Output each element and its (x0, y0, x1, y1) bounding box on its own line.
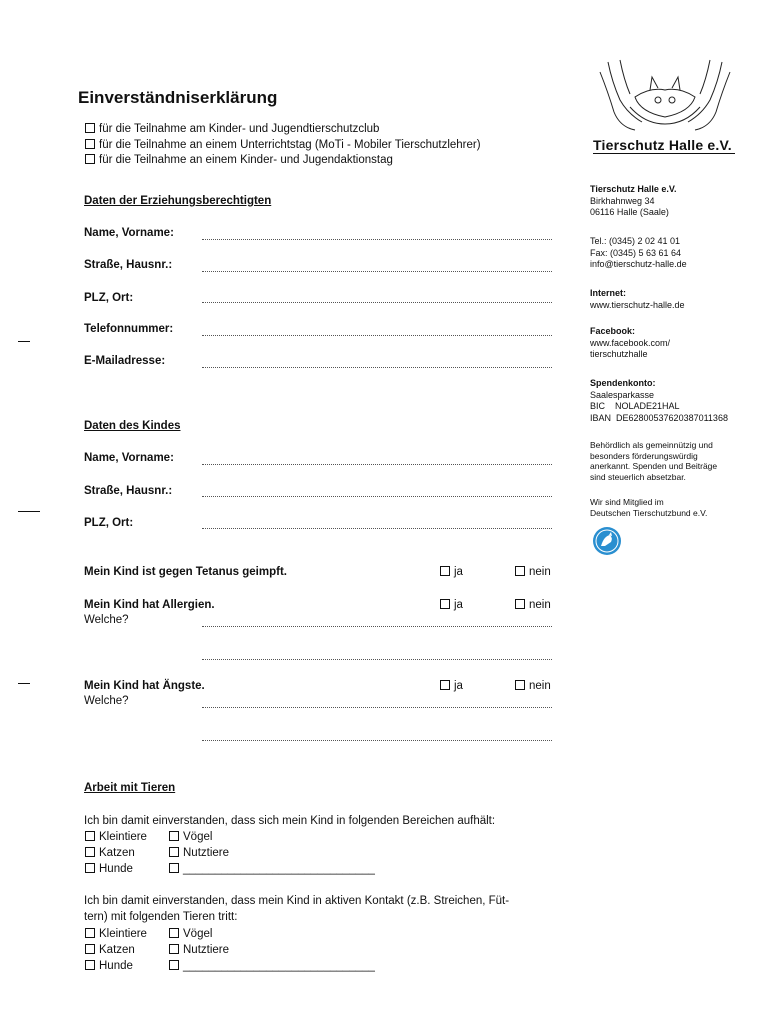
guardian-city-label: PLZ, Ort: (84, 292, 134, 304)
contact-other[interactable] (169, 958, 375, 974)
checkbox[interactable] (169, 831, 179, 841)
option-aktionstag[interactable] (85, 153, 481, 169)
checkbox[interactable] (85, 139, 95, 149)
areas-small-animals[interactable] (85, 829, 147, 845)
bank-iban: IBAN DE62800537620387011368 (590, 412, 728, 423)
areas-text: Ich bin damit einverstanden, dass sich mein Kind in folgenden Bereichen aufhält: (84, 815, 496, 827)
areas-col-1 (85, 829, 147, 877)
checkbox[interactable] (85, 944, 95, 954)
bank-name: Saalesparkasse (590, 389, 655, 400)
areas-other[interactable] (169, 861, 375, 877)
tetanus-yes[interactable] (440, 566, 463, 578)
guardian-street-label: Straße, Hausnr.: (84, 259, 173, 271)
option-moti[interactable] (85, 138, 481, 154)
checkbox[interactable] (515, 566, 525, 576)
facebook-label: Facebook: (590, 326, 636, 336)
allergies-which-label: Welche? (84, 614, 129, 626)
org-bank (590, 378, 728, 424)
membership-line: Wir sind Mitglied im (590, 497, 664, 507)
option-label: Hunde (99, 960, 133, 972)
bank-label: Spendenkonto: (590, 378, 656, 388)
org-contact (590, 236, 687, 271)
org-fax: Fax: (0345) 5 63 61 64 (590, 247, 682, 258)
allergies-field-2[interactable] (202, 659, 552, 660)
checkbox[interactable] (169, 847, 179, 857)
guardian-phone-field[interactable] (202, 335, 552, 336)
contact-dogs[interactable] (85, 958, 147, 974)
org-email: info@tierschutz-halle.de (590, 259, 687, 269)
option-label: Hunde (99, 863, 133, 875)
checkbox[interactable] (440, 599, 450, 609)
option-label: Nutztiere (183, 944, 230, 956)
facebook-url-2: tierschutzhalle (590, 349, 648, 359)
org-website: www.tierschutz-halle.de (590, 299, 685, 310)
option-label: für die Teilnahme am Kinder- und Jugendtierschutzclub (99, 123, 380, 135)
option-label: für die Teilnahme an einem Kinder- und Jugendaktionstag (99, 154, 393, 166)
org-name: Tierschutz Halle e.V. (590, 184, 677, 194)
option-label: Kleintiere (99, 928, 147, 940)
org-tax-note (590, 440, 717, 482)
membership-line: Deutschen Tierschutzbund e.V. (590, 507, 708, 518)
option-label: Nutztiere (183, 847, 230, 859)
option-label: Katzen (99, 847, 135, 859)
yes-label: ja (454, 680, 463, 692)
allergies-no[interactable] (515, 599, 551, 611)
areas-col-2 (169, 829, 375, 877)
areas-dogs[interactable] (85, 861, 147, 877)
tierschutzbund-badge-icon (592, 526, 622, 556)
checkbox[interactable] (169, 863, 179, 873)
organization-logo (590, 52, 740, 137)
fears-field-2[interactable] (202, 740, 552, 741)
other-field: ______________________________ (183, 863, 375, 875)
organization-logo-text: Tierschutz Halle e.V. (593, 137, 732, 153)
other-field: ______________________________ (183, 960, 375, 972)
guardian-city-field[interactable] (202, 302, 552, 303)
tetanus-no[interactable] (515, 566, 551, 578)
tetanus-question: Mein Kind ist gegen Tetanus geimpft. (84, 566, 287, 578)
option-club[interactable] (85, 122, 481, 138)
no-label: nein (529, 566, 551, 578)
no-label: nein (529, 680, 551, 692)
areas-farm-animals[interactable] (169, 845, 375, 861)
org-street: Birkhahnweg 34 (590, 195, 655, 206)
logo-underline (593, 153, 735, 154)
child-city-field[interactable] (202, 528, 552, 529)
guardian-phone-label: Telefonnummer: (84, 323, 174, 335)
areas-cats[interactable] (85, 845, 147, 861)
fears-question: Mein Kind hat Ängste. (84, 680, 205, 692)
guardian-street-field[interactable] (202, 271, 552, 272)
fears-yes[interactable] (440, 680, 463, 692)
org-city: 06116 Halle (Saale) (590, 207, 669, 217)
checkbox[interactable] (440, 680, 450, 690)
page-title: Einverständniserklärung (78, 88, 278, 107)
no-label: nein (529, 599, 551, 611)
internet-label: Internet: (590, 288, 626, 298)
option-label: für die Teilnahme an einem Unterrichtstag (MoTi - Mobiler Tierschutzlehrer) (99, 138, 481, 151)
guardian-name-field[interactable] (202, 239, 552, 240)
contact-cats[interactable] (85, 942, 147, 958)
tax-note-line: besonders förderungswürdig (590, 450, 698, 461)
contact-col-2 (169, 926, 375, 974)
checkbox[interactable] (169, 928, 179, 938)
tax-note-line: anerkannt. Spenden und Beiträge (590, 461, 718, 471)
contact-farm-animals[interactable] (169, 942, 375, 958)
checkbox[interactable] (85, 928, 95, 938)
allergies-question: Mein Kind hat Allergien. (84, 599, 215, 611)
contact-small-animals[interactable] (85, 926, 147, 942)
fold-mark (18, 511, 40, 512)
fears-field-1[interactable] (202, 707, 552, 708)
checkbox[interactable] (169, 960, 179, 970)
bank-bic: BIC NOLADE21HAL (590, 401, 680, 411)
option-label: Vögel (183, 831, 213, 843)
option-label: Katzen (99, 944, 135, 956)
child-street-field[interactable] (202, 496, 552, 497)
child-city-label: PLZ, Ort: (84, 517, 134, 529)
child-name-label: Name, Vorname: (84, 452, 174, 464)
animals-heading: Arbeit mit Tieren (84, 782, 176, 794)
fears-which-label: Welche? (84, 695, 129, 707)
org-membership (590, 497, 707, 518)
child-street-label: Straße, Hausnr.: (84, 485, 173, 497)
checkbox[interactable] (85, 154, 95, 164)
checkbox[interactable] (515, 599, 525, 609)
allergies-field-1[interactable] (202, 626, 552, 627)
org-address (590, 184, 677, 219)
org-facebook (590, 326, 670, 361)
checkbox[interactable] (85, 831, 95, 841)
facebook-url-1: www.facebook.com/ (590, 337, 671, 348)
checkbox[interactable] (440, 566, 450, 576)
yes-label: ja (454, 599, 463, 611)
tax-note-line: Behördlich als gemeinnützig und (590, 440, 713, 450)
child-name-field[interactable] (202, 464, 552, 465)
fold-mark (18, 683, 30, 684)
guardian-email-label: E-Mailadresse: (84, 355, 166, 367)
contact-birds[interactable] (169, 926, 375, 942)
checkbox[interactable] (85, 960, 95, 970)
child-heading: Daten des Kindes (84, 420, 181, 432)
participation-options (85, 122, 481, 169)
fold-mark (18, 341, 30, 342)
checkbox[interactable] (85, 123, 95, 133)
contact-col-1 (85, 926, 147, 974)
guardian-email-field[interactable] (202, 367, 552, 368)
checkbox[interactable] (515, 680, 525, 690)
contact-text-2: tern) mit folgenden Tieren tritt: (84, 911, 238, 923)
contact-text-1: Ich bin damit einverstanden, dass mein Kind in aktiven Kontakt (z.B. Streichen, Füt- (84, 895, 510, 907)
guardian-name-label: Name, Vorname: (84, 227, 174, 239)
yes-label: ja (454, 566, 463, 578)
checkbox[interactable] (85, 863, 95, 873)
checkbox[interactable] (85, 847, 95, 857)
org-internet (590, 288, 685, 311)
guardian-heading: Daten der Erziehungsberechtigten (84, 195, 272, 207)
areas-birds[interactable] (169, 829, 375, 845)
fears-no[interactable] (515, 680, 551, 692)
org-tel: Tel.: (0345) 2 02 41 01 (590, 236, 681, 246)
tax-note-line: sind steuerlich absetzbar. (590, 471, 686, 482)
allergies-yes[interactable] (440, 599, 463, 611)
checkbox[interactable] (169, 944, 179, 954)
option-label: Kleintiere (99, 831, 147, 843)
option-label: Vögel (183, 928, 213, 940)
